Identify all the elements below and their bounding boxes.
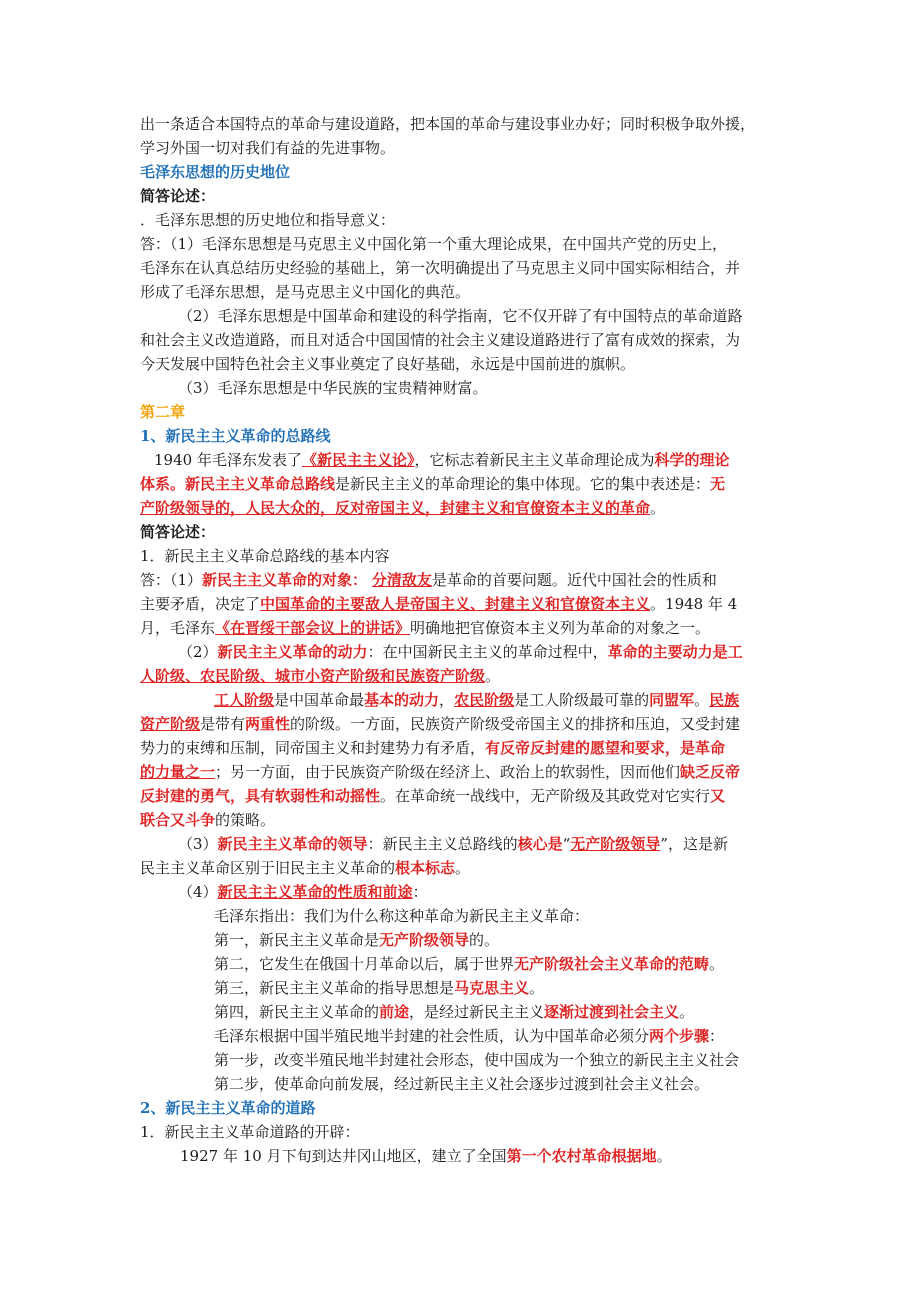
text-segment: （3）毛泽东思想是中华民族的宝贵精神财富。: [178, 379, 488, 397]
text-segment: 1．新民主主义革命总路线的基本内容: [140, 547, 390, 565]
text-segment: 。1948 年 4: [650, 595, 738, 613]
text-line: [214, 976, 544, 1000]
highlighted-text: 的力量之一: [140, 763, 216, 781]
text-line: [140, 664, 500, 688]
text-segment: ：: [709, 1027, 725, 1045]
text-segment: 的阶级。一方面，民族资产阶级受帝国主义的排挤和压迫，又受封建: [290, 715, 741, 733]
text-segment: ：在中国新民主主义的革命过程中，: [367, 643, 608, 661]
text-line: [140, 616, 710, 640]
text-line: [214, 1000, 694, 1024]
text-line: [140, 496, 665, 520]
text-segment: ，是经过新民主主义: [409, 1003, 545, 1021]
text-line: [140, 760, 740, 784]
text-segment: 第三，新民主主义革命的指导思想是: [214, 979, 455, 997]
text-segment: 出一条适合本国特点的革命与建设道路，把本国的革命与建设事业办好；同时积极争取外援，: [140, 115, 756, 133]
section-heading: [140, 1096, 315, 1120]
text-line: [140, 232, 727, 256]
text-segment: 主要矛盾，决定了: [140, 595, 261, 613]
highlighted-text: 又: [710, 787, 726, 805]
text-segment: 1．新民主主义革命道路的开辟：: [140, 1123, 360, 1141]
text-segment: 1940 年毛泽东发表了: [154, 451, 302, 469]
highlighted-text: 新民主主义革命的性质和前途: [217, 883, 413, 901]
text-line: [140, 568, 717, 592]
text-segment: 。: [650, 499, 666, 517]
text-line: [214, 1024, 724, 1048]
highlighted-text: 第一个农村革命根据地: [506, 1147, 657, 1165]
text-segment: 毛泽东指出：我们为什么称这种革命为新民主主义革命：: [214, 907, 590, 925]
text-segment: 。: [709, 955, 725, 973]
text-segment: 势力的束缚和压制，同帝国主义和封建势力有矛盾，: [140, 739, 486, 757]
text-line: [214, 952, 724, 976]
highlighted-text: 新民主主义革命的对象：: [202, 571, 368, 589]
highlighted-text: 无: [710, 475, 726, 493]
highlighted-text: 产阶级领导的，人民大众的，反对帝国主义，封建主义和官僚资本主义的革命: [140, 499, 651, 517]
text-line: [140, 256, 740, 280]
text-segment: 是带有: [200, 715, 246, 733]
text-segment: 民主主义革命区别于旧民主主义革命的: [140, 859, 396, 877]
text-segment: 学习外国一切对我们有益的先进事物。: [140, 139, 396, 157]
text-segment: ，它标志着新民主主义革命理论成为: [414, 451, 655, 469]
text-line: [140, 136, 395, 160]
text-line: [214, 904, 589, 928]
text-line: [178, 376, 488, 400]
text-segment: （3）: [178, 835, 218, 853]
highlighted-text: 工人阶级: [214, 691, 275, 709]
text-line: [178, 880, 428, 904]
text-line: [178, 832, 728, 856]
text-segment: ．毛泽东思想的历史地位和指导意义：: [140, 211, 396, 229]
highlighted-text: 两重性: [245, 715, 291, 733]
text-line: [214, 1048, 739, 1072]
text-segment: （2）: [178, 643, 218, 661]
text-line: [140, 280, 470, 304]
highlighted-text: 无产阶级领导: [570, 835, 661, 853]
text-segment: 是革命的首要问题。近代中国社会的性质和: [431, 571, 717, 589]
text-line: [140, 856, 470, 880]
highlighted-text: 两个步骤: [649, 1027, 710, 1045]
text-segment: 形成了毛泽东思想，是马克思主义中国化的典范。: [140, 283, 471, 301]
text-segment: ：: [412, 883, 428, 901]
text-line: [180, 1144, 672, 1168]
text-line: [214, 688, 739, 712]
text-segment: “: [562, 835, 571, 853]
text-segment: 毛泽东根据中国半殖民地半封建的社会性质，认为中国革命必须分: [214, 1027, 650, 1045]
subheading: [140, 520, 215, 544]
text-segment: ：新民主主义总路线的: [367, 835, 518, 853]
text-segment: 的。: [469, 931, 500, 949]
text-segment: 的策略。: [215, 811, 276, 829]
text-line: [140, 328, 740, 352]
text-segment: 是工人阶级最可靠的: [514, 691, 650, 709]
text-segment: （2）毛泽东思想是中国革命和建设的科学指南，它不仅开辟了有中国特点的革命道路: [178, 307, 743, 325]
text-segment: 今天发展中国特色社会主义事业奠定了良好基础，永远是中国前进的旗帜。: [140, 355, 636, 373]
text-segment: 1、新民主主义革命的总路线: [140, 427, 331, 445]
section-heading: [140, 424, 330, 448]
text-line: [140, 1120, 360, 1144]
text-segment: 简答论述：: [140, 523, 216, 541]
highlighted-text: 人阶级、农民阶级、城市小资产阶级和民族资产阶级: [140, 667, 486, 685]
text-segment: 毛泽东思想的历史地位: [140, 163, 291, 181]
text-segment: 是新民主主义的革命理论的集中体现。它的集中表述是：: [335, 475, 711, 493]
highlighted-text: 分清敌友: [371, 571, 432, 589]
text-segment: 第二，它发生在俄国十月革命以后，属于世界: [214, 955, 515, 973]
text-segment: 。: [679, 1003, 695, 1021]
text-segment: 第二章: [140, 403, 186, 421]
chapter-heading: [140, 400, 185, 424]
highlighted-text: 《在晋绥干部会议上的讲话》: [215, 619, 411, 637]
text-segment: 第一，新民主主义革命是: [214, 931, 380, 949]
text-segment: 。: [529, 979, 545, 997]
text-segment: 毛泽东在认真总结历史经验的基础上，第一次明确提出了马克思主义同中国实际相结合，并: [140, 259, 741, 277]
text-line: [140, 112, 755, 136]
highlighted-text: 《新民主主义论》: [301, 451, 415, 469]
highlighted-text: 逐渐过渡到社会主义: [544, 1003, 680, 1021]
text-line: [140, 712, 740, 736]
highlighted-text: 反封建的勇气，具有软弱性和动摇性: [140, 787, 381, 805]
highlighted-text: 缺乏反帝: [680, 763, 741, 781]
text-segment: ”，这是新: [660, 835, 728, 853]
highlighted-text: 资产阶级: [140, 715, 201, 733]
text-segment: 。: [694, 691, 710, 709]
highlighted-text: 马克思主义: [454, 979, 530, 997]
text-segment: 月，毛泽东: [140, 619, 216, 637]
highlighted-text: 无产阶级社会主义革命的范畴: [514, 955, 710, 973]
text-segment: 第四，新民主主义革命的: [214, 1003, 380, 1021]
text-segment: 1927 年 10 月下旬到达井冈山地区，建立了全国: [180, 1147, 507, 1165]
highlighted-text: 新民主主义革命的动力: [217, 643, 368, 661]
highlighted-text: 根本标志: [395, 859, 456, 877]
text-segment: 第二步，使革命向前发展，经过新民主主义社会逐步过渡到社会主义社会。: [214, 1075, 710, 1093]
text-segment: 简答论述：: [140, 187, 216, 205]
text-line: [140, 208, 395, 232]
highlighted-text: 基本的动力: [364, 691, 440, 709]
highlighted-text: 民族: [709, 691, 740, 709]
text-segment: ；另一方面，由于民族资产阶级在经济上、政治上的软弱性，因而他们: [215, 763, 681, 781]
text-line: [178, 304, 743, 328]
text-segment: 答：（1）毛泽东思想是马克思主义中国化第一个重大理论成果，在中国共产党的历史上，: [140, 235, 728, 253]
highlighted-text: 核心是: [517, 835, 563, 853]
subheading: [140, 184, 215, 208]
text-segment: （4）: [178, 883, 218, 901]
text-segment: 答：（1）: [140, 571, 203, 589]
text-line: [154, 448, 730, 472]
highlighted-text: 无产阶级领导: [379, 931, 470, 949]
text-line: [178, 640, 743, 664]
text-line: [140, 784, 725, 808]
text-segment: ，: [439, 691, 455, 709]
text-segment: 和社会主义改造道路，而且对适合中国国情的社会主义建设道路进行了富有成效的探索，为: [140, 331, 741, 349]
text-segment: 。: [455, 859, 471, 877]
highlighted-text: 体系。新民主主义革命总路线: [140, 475, 336, 493]
text-segment: 是中国革命最: [274, 691, 365, 709]
text-line: [140, 352, 635, 376]
text-line: [140, 808, 275, 832]
text-line: [214, 928, 499, 952]
highlighted-text: 新民主主义革命的领导: [217, 835, 368, 853]
highlighted-text: 革命的主要动力是工: [607, 643, 743, 661]
text-segment: 。: [656, 1147, 672, 1165]
text-segment: 明确地把官僚资本主义列为革命的对象之一。: [410, 619, 711, 637]
highlighted-text: 中国革命的主要敌人是帝国主义、封建主义和官僚资本主义: [260, 595, 651, 613]
text-line: [214, 1072, 709, 1096]
highlighted-text: 前途: [379, 1003, 410, 1021]
highlighted-text: 联合又斗争: [140, 811, 216, 829]
text-line: [140, 544, 390, 568]
highlighted-text: 有反帝反封建的愿望和要求，是革命: [485, 739, 726, 757]
section-heading: [140, 160, 290, 184]
highlighted-text: 农民阶级: [454, 691, 515, 709]
text-segment: 2、新民主主义革命的道路: [140, 1099, 316, 1117]
highlighted-text: 科学的理论: [654, 451, 730, 469]
text-segment: 第一步，改变半殖民地半封建社会形态，使中国成为一个独立的新民主主义社会: [214, 1051, 740, 1069]
text-line: [140, 592, 737, 616]
text-line: [140, 472, 725, 496]
text-line: [140, 736, 725, 760]
highlighted-text: 同盟军: [649, 691, 695, 709]
text-segment: 。: [485, 667, 501, 685]
text-segment: 。在革命统一战线中，无产阶级及其政党对它实行: [380, 787, 711, 805]
